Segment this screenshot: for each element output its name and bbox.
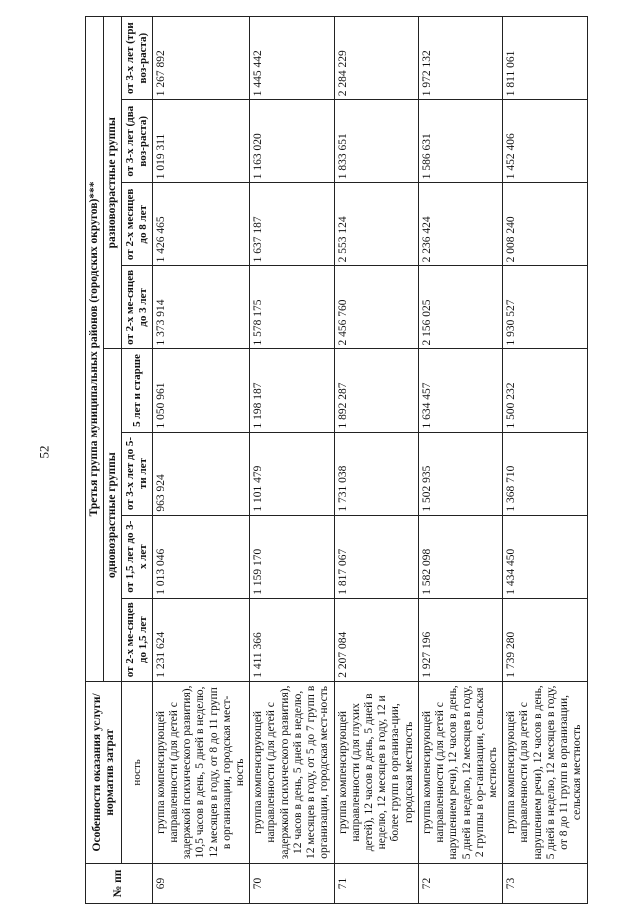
row-value: 1 163 020 xyxy=(250,100,334,183)
row-desc: группа компенсирующей направленности (для глухих детей), 12 часов в день, 5 дней в неделю, 12 месяцев в году, 12 и более групп в организа-ции, городская местность xyxy=(334,681,418,863)
col-desc-sub: ность xyxy=(122,681,152,863)
single-age-col: 5 лет и старше xyxy=(122,349,152,432)
row-value: 1 159 170 xyxy=(250,515,334,598)
row-value: 1 927 196 xyxy=(418,598,502,681)
row-value: 1 050 961 xyxy=(152,349,250,432)
row-value: 2 284 229 xyxy=(334,17,418,100)
row-value: 1 930 527 xyxy=(503,266,587,349)
table-row xyxy=(152,17,250,904)
table-row xyxy=(250,17,334,904)
row-value: 1 231 624 xyxy=(152,598,250,681)
row-value: 1 739 280 xyxy=(503,598,587,681)
row-value: 1 500 232 xyxy=(503,349,587,432)
multi-age-header: разновозрастные группы xyxy=(104,17,122,349)
row-value: 1 731 038 xyxy=(334,432,418,515)
row-value: 1 637 187 xyxy=(250,183,334,266)
single-age-col: от 3-х лет до 5-ти лет xyxy=(122,432,152,515)
rotated-table-container xyxy=(85,22,620,904)
row-desc: группа компенсирующей направленности (для детей с задержкой психического развития), 12 часов в день, 5 дней в неделю, 12 месяцев в году, от 5 до 7 групп в организации, городская мест-ность xyxy=(250,681,334,863)
multi-age-col: от 3-х лет (два воз-раста) xyxy=(122,100,152,183)
row-value: 1 434 450 xyxy=(503,515,587,598)
row-value: 2 456 760 xyxy=(334,266,418,349)
row-num: 73 xyxy=(503,863,587,903)
single-age-col: от 1,5 лет до 3-х лет xyxy=(122,515,152,598)
row-value: 1 817 067 xyxy=(334,515,418,598)
row-value: 1 198 187 xyxy=(250,349,334,432)
row-value: 1 411 366 xyxy=(250,598,334,681)
row-value: 1 452 406 xyxy=(503,100,587,183)
row-desc: группа компенсирующей направленности (для детей с задержкой психического развития), 10,5 часов в день, 5 дней в неделю, 12 месяцев в году, от 8 до 11 групп в организации, городская мест-ность xyxy=(152,681,250,863)
col-num-header: № пп xyxy=(86,863,153,903)
multi-age-col: от 3-х лет (три воз-раста) xyxy=(122,17,152,100)
row-value: 1 445 442 xyxy=(250,17,334,100)
row-value: 1 582 098 xyxy=(418,515,502,598)
row-num: 70 xyxy=(250,863,334,903)
row-value: 2 207 084 xyxy=(334,598,418,681)
table-row xyxy=(503,17,587,904)
row-value: 2 008 240 xyxy=(503,183,587,266)
row-value: 1 811 061 xyxy=(503,17,587,100)
row-value: 1 373 914 xyxy=(152,266,250,349)
row-value: 1 368 710 xyxy=(503,432,587,515)
row-value: 2 236 424 xyxy=(418,183,502,266)
row-desc: группа компенсирующей направленности (для детей с нарушением речи), 12 часов в день, 5 дней в неделю, 12 месяцев в году, от 8 до 11 групп в организации, сельская местность xyxy=(503,681,587,863)
table-row xyxy=(334,17,418,904)
multi-age-col: от 2-х месяцев до 8 лет xyxy=(122,183,152,266)
row-value: 1 502 935 xyxy=(418,432,502,515)
row-value: 2 156 025 xyxy=(418,266,502,349)
row-value: 2 553 124 xyxy=(334,183,418,266)
row-value: 1 013 046 xyxy=(152,515,250,598)
row-num: 71 xyxy=(334,863,418,903)
group-header: Третья группа муниципальных районов (городских округов)*** xyxy=(86,17,104,682)
row-value: 1 972 132 xyxy=(418,17,502,100)
single-age-col: от 2-х ме-сяцев до 1,5 лет xyxy=(122,598,152,681)
row-num: 69 xyxy=(152,863,250,903)
table-row xyxy=(418,17,502,904)
single-age-header: одновозрастные группы xyxy=(104,349,122,681)
row-value: 963 924 xyxy=(152,432,250,515)
row-value: 1 586 631 xyxy=(418,100,502,183)
row-value: 1 426 465 xyxy=(152,183,250,266)
page-number: 52 xyxy=(36,445,52,459)
row-value: 1 892 287 xyxy=(334,349,418,432)
row-value: 1 634 457 xyxy=(418,349,502,432)
row-value: 1 019 311 xyxy=(152,100,250,183)
multi-age-col: от 2-х ме-сяцев до 3 лет xyxy=(122,266,152,349)
row-value: 1 833 651 xyxy=(334,100,418,183)
row-value: 1 578 175 xyxy=(250,266,334,349)
col-desc-header: Особенности оказания услуги/норматив затрат xyxy=(86,681,122,863)
row-value: 1 267 892 xyxy=(152,17,250,100)
cost-norms-table xyxy=(85,16,588,904)
row-value: 1 101 479 xyxy=(250,432,334,515)
row-desc: группа компенсирующей направленности (для детей с нарушением речи), 12 часов в день, 5 дней в неделю, 12 месяцев в году, 2 группы в ор-ганизации, сельская местность xyxy=(418,681,502,863)
row-num: 72 xyxy=(418,863,502,903)
